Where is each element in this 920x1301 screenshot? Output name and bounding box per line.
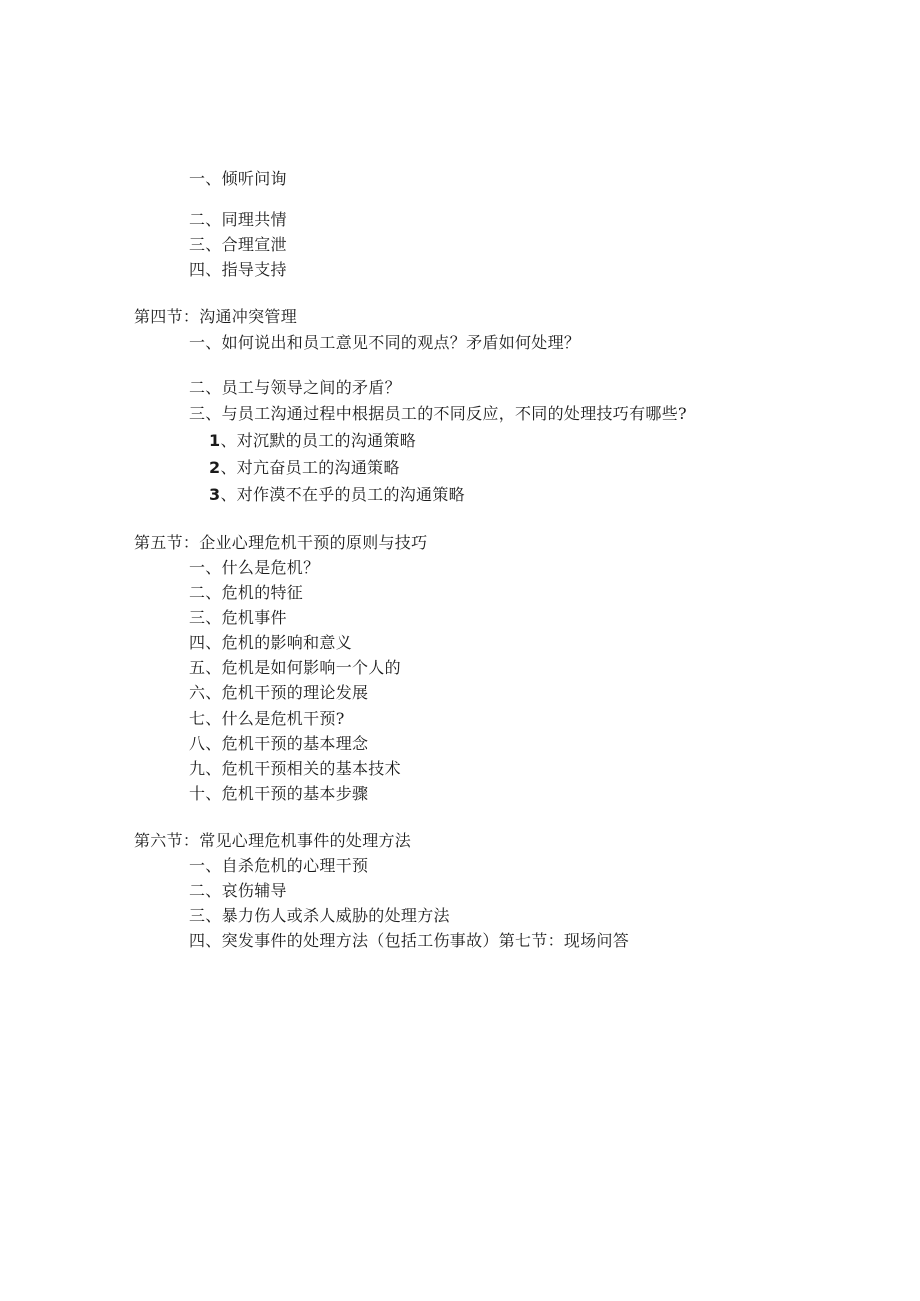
list-item: 二、哀伤辅导 bbox=[189, 881, 287, 900]
sub-list-number: 3 bbox=[209, 485, 221, 504]
list-item: 八、危机干预的基本理念 bbox=[189, 734, 369, 753]
list-item: 十、危机干预的基本步骤 bbox=[189, 784, 369, 803]
sub-list-text: 、对沉默的员工的沟通策略 bbox=[220, 431, 417, 450]
list-item: 二、危机的特征 bbox=[189, 583, 304, 602]
list-item: 一、如何说出和员工意见不同的观点？矛盾如何处理？ bbox=[189, 333, 581, 352]
list-item: 六、危机干预的理论发展 bbox=[189, 683, 369, 702]
list-item: 四、危机的影响和意义 bbox=[189, 633, 353, 652]
list-item: 四、突发事件的处理方法（包括工伤事故）第七节：现场问答 bbox=[189, 931, 630, 950]
list-item: 三、合理宣泄 bbox=[189, 235, 287, 254]
sub-list-number: 2 bbox=[209, 458, 221, 477]
list-item: 一、倾听问询 bbox=[189, 169, 287, 188]
section-heading: 第四节：沟通冲突管理 bbox=[134, 307, 298, 326]
list-item: 三、与员工沟通过程中根据员工的不同反应，不同的处理技巧有哪些? bbox=[189, 404, 687, 423]
sub-list-item bbox=[209, 431, 416, 451]
list-item: 二、员工与领导之间的矛盾？ bbox=[189, 378, 401, 397]
section-heading: 第六节：常见心理危机事件的处理方法 bbox=[134, 831, 412, 850]
sub-list-text: 、对作漠不在乎的员工的沟通策略 bbox=[220, 485, 465, 504]
list-item: 三、危机事件 bbox=[189, 608, 287, 627]
list-item: 一、自杀危机的心理干预 bbox=[189, 856, 369, 875]
list-item: 七、什么是危机干预? bbox=[189, 709, 345, 728]
list-item: 四、指导支持 bbox=[189, 260, 287, 279]
list-item: 九、危机干预相关的基本技术 bbox=[189, 759, 401, 778]
list-item: 三、暴力伤人或杀人威胁的处理方法 bbox=[189, 906, 450, 925]
list-item: 二、同理共情 bbox=[189, 210, 287, 229]
sub-list-number: 1 bbox=[209, 431, 221, 450]
list-item: 一、什么是危机？ bbox=[189, 558, 320, 577]
sub-list-text: 、对亢奋员工的沟通策略 bbox=[220, 458, 400, 477]
list-item: 五、危机是如何影响一个人的 bbox=[189, 658, 401, 677]
sub-list-item bbox=[209, 485, 465, 505]
sub-list-item bbox=[209, 458, 400, 478]
section-heading: 第五节：企业心理危机干预的原则与技巧 bbox=[134, 533, 428, 552]
